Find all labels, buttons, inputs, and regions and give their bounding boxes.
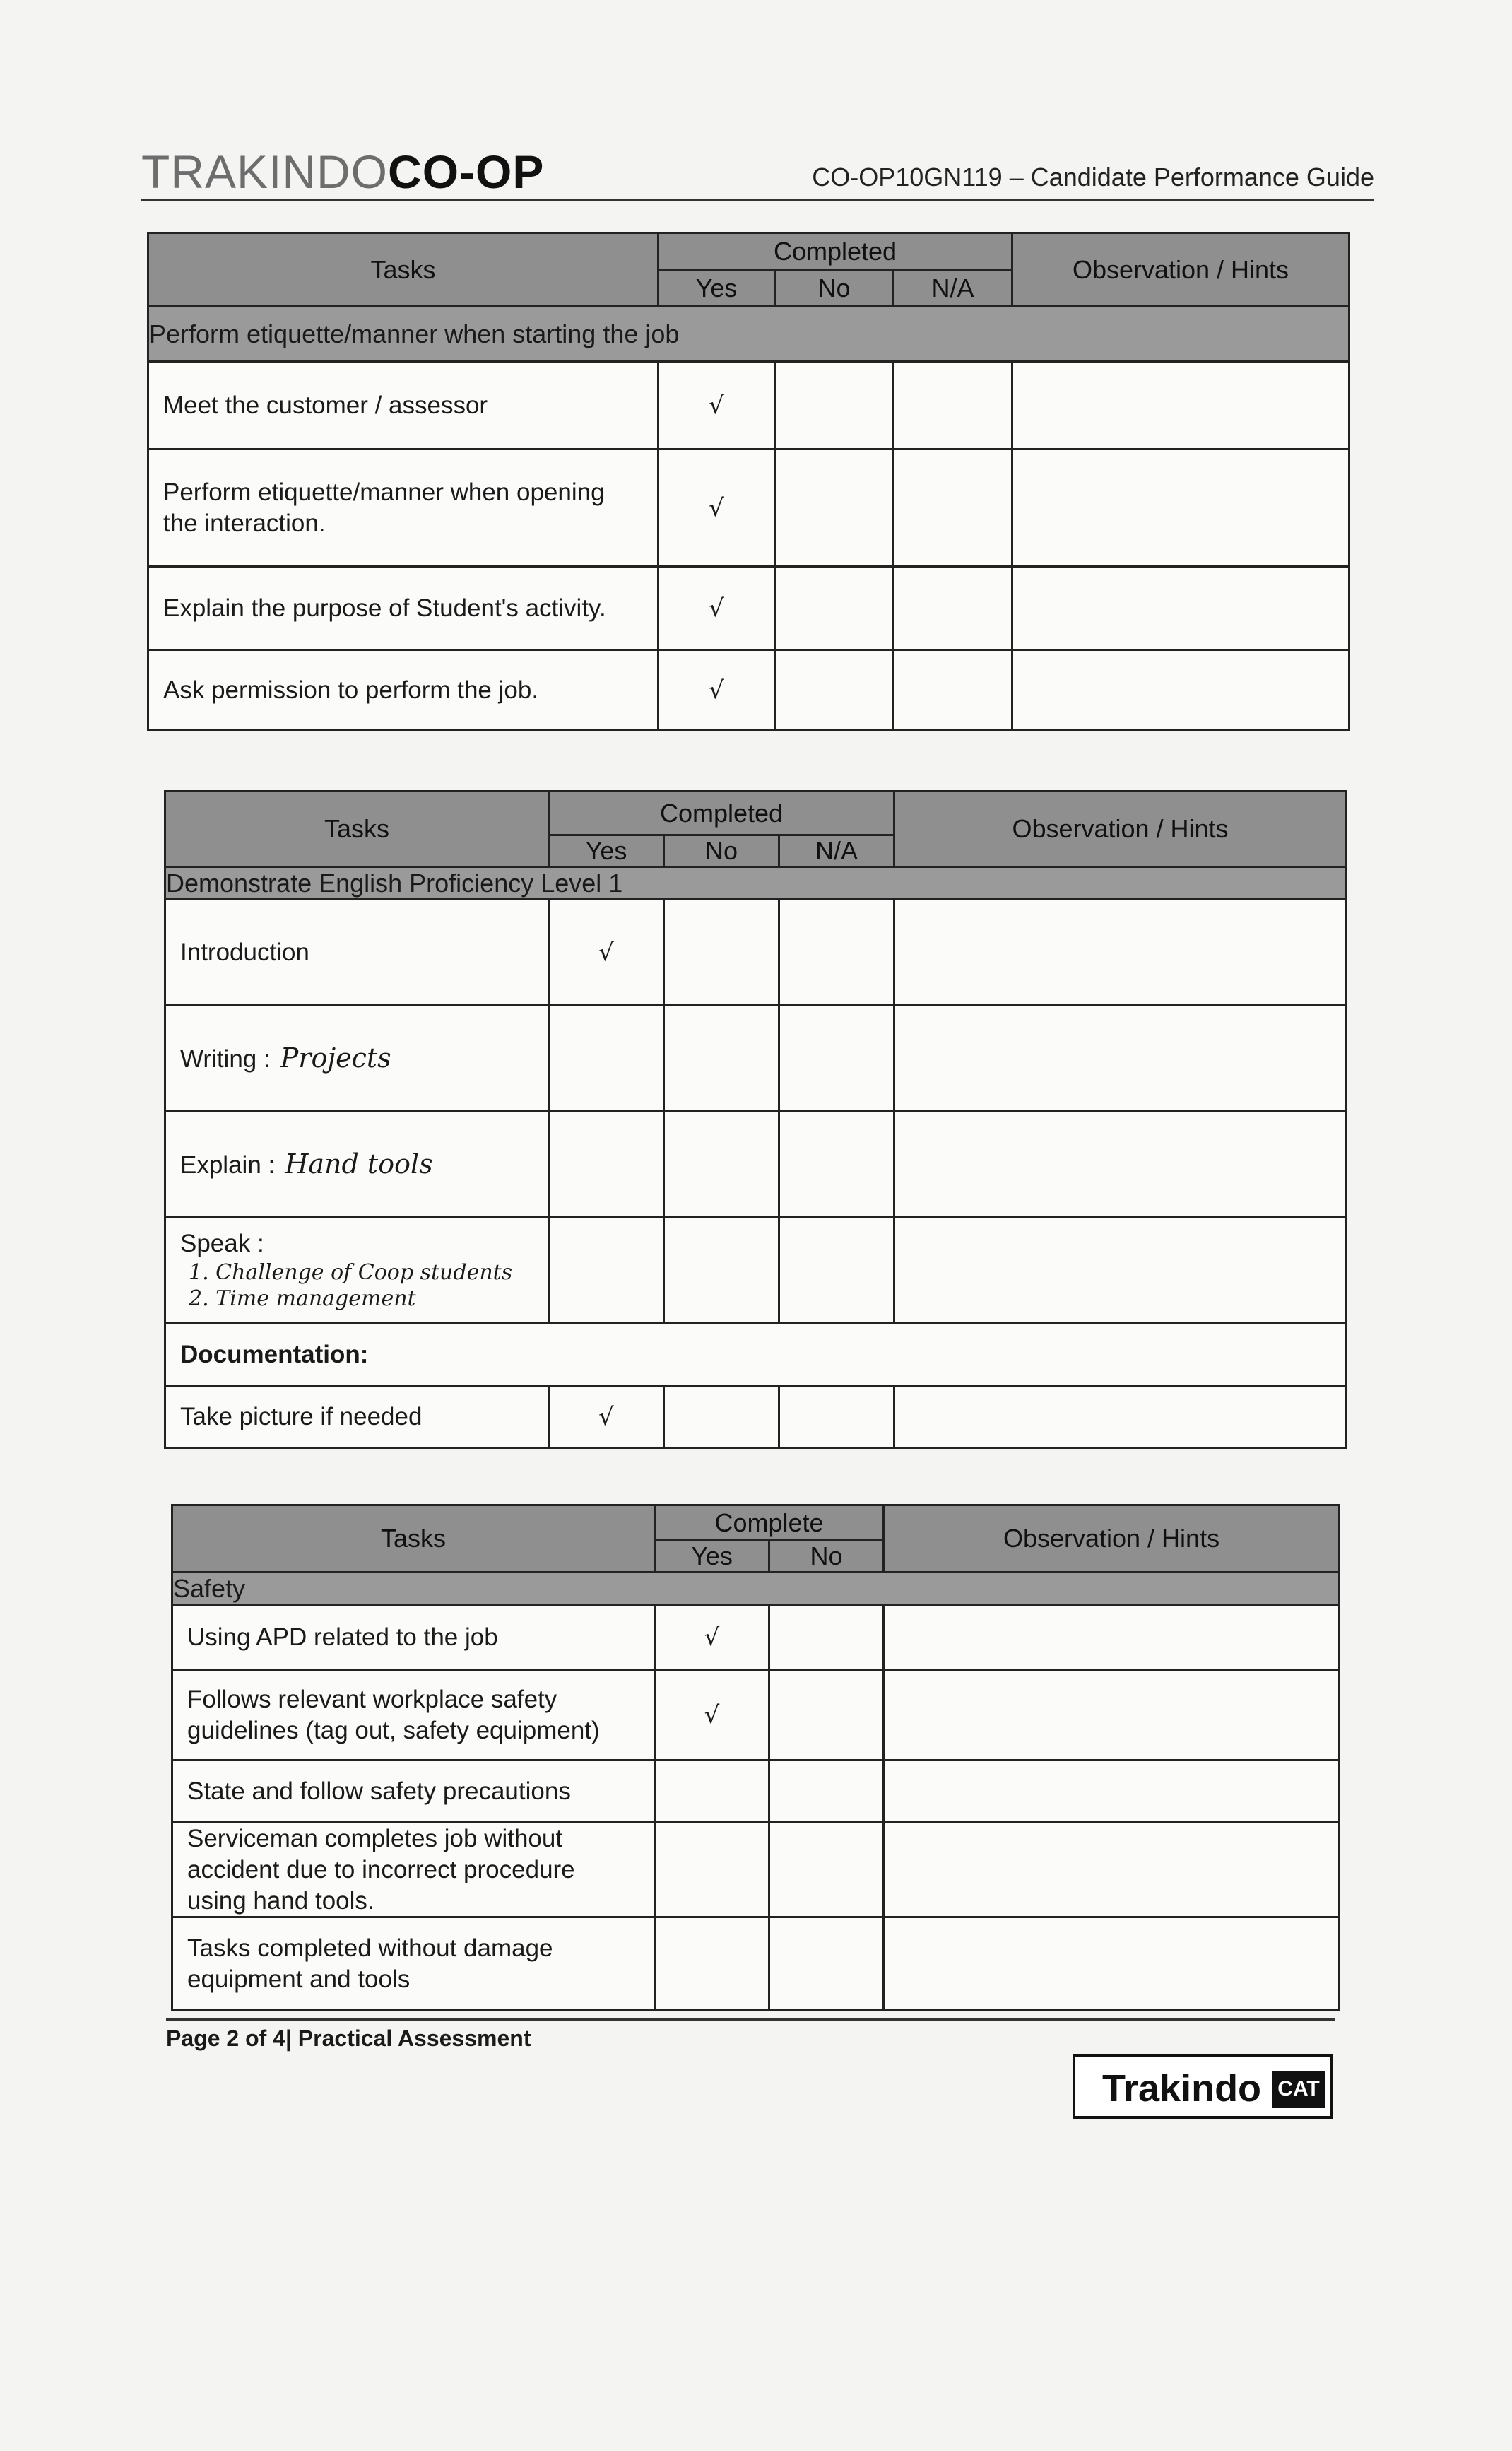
handwritten-answer: Hand tools (285, 1148, 433, 1180)
page-footer: Page 2 of 4| Practical Assessment (166, 2026, 531, 2051)
table-row (165, 1386, 1347, 1448)
col-no: No (664, 835, 779, 867)
table-row (165, 900, 1347, 1006)
task-label: Meet the customer / assessor (148, 362, 658, 449)
english-proficiency-table (164, 790, 1347, 1449)
table-row (148, 567, 1349, 650)
brand-light: TRAKINDO (141, 146, 389, 198)
yes-checkbox[interactable]: √ (549, 900, 664, 1006)
task-label: Follows relevant workplace safety guidelines (tag out, safety equipment) (172, 1670, 655, 1761)
logo-text: Trakindo (1102, 2067, 1262, 2110)
col-na: N/A (894, 270, 1012, 307)
na-checkbox[interactable] (779, 1112, 894, 1218)
observation-cell[interactable] (884, 1670, 1340, 1761)
etiquette-table (147, 232, 1350, 731)
table-row (172, 1917, 1340, 2011)
na-checkbox[interactable] (894, 567, 1012, 650)
table-row (172, 1605, 1340, 1670)
col-yes: Yes (549, 835, 664, 867)
table-row (165, 1112, 1347, 1218)
col-observation: Observation / Hints (1012, 233, 1349, 307)
col-completed: Completed (549, 792, 894, 835)
task-label: Explain the purpose of Student's activity. (148, 567, 658, 650)
observation-cell[interactable] (894, 1218, 1347, 1324)
yes-checkbox[interactable]: √ (658, 449, 775, 567)
na-checkbox[interactable] (894, 362, 1012, 449)
observation-cell[interactable] (1012, 567, 1349, 650)
observation-cell[interactable] (1012, 650, 1349, 731)
no-checkbox[interactable] (769, 1917, 884, 2011)
page-header (141, 141, 1374, 201)
no-checkbox[interactable] (664, 1218, 779, 1324)
observation-cell[interactable] (884, 1761, 1340, 1823)
task-cell (165, 1218, 549, 1324)
col-yes: Yes (655, 1541, 769, 1573)
task-label: Explain : (180, 1151, 276, 1179)
task-cell (165, 1112, 549, 1218)
no-checkbox[interactable] (775, 449, 894, 567)
yes-checkbox[interactable] (655, 1917, 769, 2011)
no-checkbox[interactable] (664, 1112, 779, 1218)
task-label: State and follow safety precautions (172, 1761, 655, 1823)
section-title: Demonstrate English Proficiency Level 1 (165, 867, 1347, 900)
yes-checkbox[interactable] (655, 1823, 769, 1917)
observation-cell[interactable] (884, 1823, 1340, 1917)
task-label: Writing : (180, 1045, 271, 1073)
na-checkbox[interactable] (779, 900, 894, 1006)
table-row (148, 449, 1349, 567)
task-label: Serviceman completes job without accident due to incorrect procedure using hand tools. (172, 1823, 655, 1917)
col-no: No (775, 270, 894, 307)
observation-cell[interactable] (894, 1386, 1347, 1448)
col-na: N/A (779, 835, 894, 867)
yes-checkbox[interactable]: √ (655, 1605, 769, 1670)
subsection-label: Documentation: (165, 1324, 1347, 1386)
col-no: No (769, 1541, 884, 1573)
col-observation: Observation / Hints (884, 1505, 1340, 1573)
yes-checkbox[interactable] (655, 1761, 769, 1823)
no-checkbox[interactable] (664, 900, 779, 1006)
task-label: Take picture if needed (165, 1386, 549, 1448)
task-label: Perform etiquette/manner when opening the interaction. (148, 449, 658, 567)
no-checkbox[interactable] (769, 1823, 884, 1917)
yes-checkbox[interactable] (549, 1006, 664, 1112)
col-observation: Observation / Hints (894, 792, 1347, 867)
observation-cell[interactable] (1012, 362, 1349, 449)
table-row (148, 362, 1349, 449)
col-completed: Completed (658, 233, 1012, 270)
handwritten-answer: Projects (280, 1042, 391, 1074)
table-row (172, 1823, 1340, 1917)
yes-checkbox[interactable]: √ (658, 650, 775, 731)
yes-checkbox[interactable]: √ (655, 1670, 769, 1761)
observation-cell[interactable] (894, 900, 1347, 1006)
table-row (165, 1006, 1347, 1112)
brand-bold: CO-OP (388, 146, 545, 198)
task-cell (165, 1006, 549, 1112)
yes-checkbox[interactable]: √ (658, 567, 775, 650)
na-checkbox[interactable] (779, 1006, 894, 1112)
no-checkbox[interactable] (775, 650, 894, 731)
na-checkbox[interactable] (779, 1386, 894, 1448)
handwritten-list (189, 1259, 512, 1312)
observation-cell[interactable] (894, 1112, 1347, 1218)
col-tasks: Tasks (148, 233, 658, 307)
no-checkbox[interactable] (664, 1386, 779, 1448)
col-tasks: Tasks (165, 792, 549, 867)
na-checkbox[interactable] (894, 449, 1012, 567)
col-tasks: Tasks (172, 1505, 655, 1573)
observation-cell[interactable] (894, 1006, 1347, 1112)
task-label: Tasks completed without damage equipment and tools (172, 1917, 655, 2011)
task-label: Using APD related to the job (172, 1605, 655, 1670)
no-checkbox[interactable] (769, 1670, 884, 1761)
no-checkbox[interactable] (769, 1605, 884, 1670)
task-label: Ask permission to perform the job. (148, 650, 658, 731)
col-yes: Yes (658, 270, 775, 307)
task-label: Introduction (165, 900, 549, 1006)
no-checkbox[interactable] (769, 1761, 884, 1823)
table-row (172, 1761, 1340, 1823)
section-title: Safety (172, 1573, 1340, 1605)
observation-cell[interactable] (1012, 449, 1349, 567)
na-checkbox[interactable] (894, 650, 1012, 731)
observation-cell[interactable] (884, 1917, 1340, 2011)
no-checkbox[interactable] (775, 567, 894, 650)
handwritten-item: 1. Challenge of Coop students (189, 1259, 513, 1285)
yes-checkbox[interactable] (549, 1112, 664, 1218)
trakindo-cat-logo (1073, 2054, 1333, 2119)
observation-cell[interactable] (884, 1605, 1340, 1670)
doc-title: CO-OP10GN119 – Candidate Performance Guide (812, 163, 1374, 192)
footer-divider (166, 2018, 1335, 2021)
yes-checkbox[interactable]: √ (549, 1386, 664, 1448)
brand-logo (141, 146, 545, 198)
handwritten-item: 2. Time management (189, 1286, 416, 1312)
table-row (165, 1218, 1347, 1324)
yes-checkbox[interactable]: √ (658, 362, 775, 449)
section-title: Perform etiquette/manner when starting the job (148, 307, 1349, 362)
table-row (148, 650, 1349, 731)
safety-table (171, 1504, 1340, 2011)
table-row (172, 1670, 1340, 1761)
yes-checkbox[interactable] (549, 1218, 664, 1324)
col-complete: Complete (655, 1505, 884, 1541)
task-label: Speak : (180, 1230, 264, 1258)
no-checkbox[interactable] (664, 1006, 779, 1112)
cat-badge: CAT (1272, 2071, 1325, 2108)
na-checkbox[interactable] (779, 1218, 894, 1324)
table-row (165, 1324, 1347, 1386)
no-checkbox[interactable] (775, 362, 894, 449)
